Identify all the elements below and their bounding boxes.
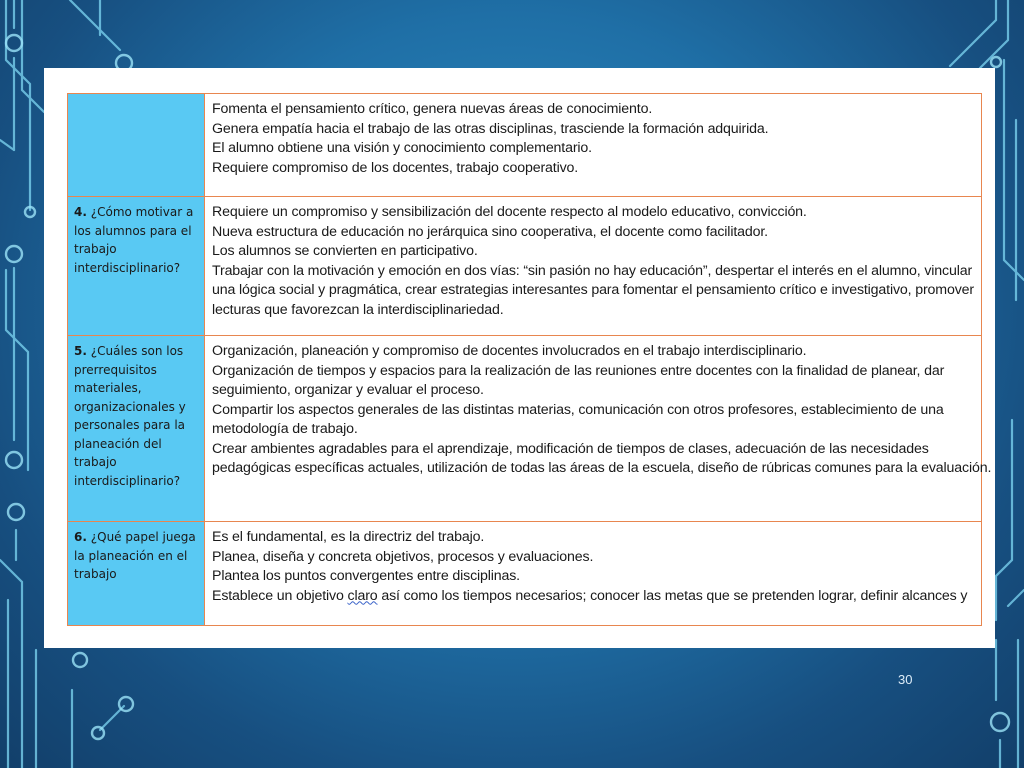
answer-line: Genera empatía hacia el trabajo de las otras disciplinas, trasciende la formación adquirida.: [212, 120, 769, 137]
answer-line: seguimiento, organizar y evaluar el proceso.: [212, 382, 484, 398]
table-row: [68, 197, 982, 336]
answer-line: Requiere compromiso de los docentes, trabajo cooperativo.: [212, 159, 579, 176]
answer-line: El alumno obtiene una visión y conocimiento complementario.: [212, 140, 592, 156]
question-number: 5.: [74, 344, 87, 358]
question-number: 6.: [74, 530, 87, 544]
answer-line: Trabajar con la motivación y emoción en dos vías: “sin pasión no hay educación”, despertar el interés en el alumno, vincular: [212, 262, 973, 279]
answer-cell: [205, 197, 982, 336]
answer-text-segment: así como los tiempos necesarios; conocer las metas que se pretenden lograr, definir alcances y: [377, 587, 968, 604]
content-table: [67, 93, 992, 626]
question-cell: [68, 336, 205, 522]
slide-page-number: 30: [898, 672, 913, 687]
answer-line: Es el fundamental, es la directriz del trabajo.: [212, 529, 485, 545]
question-cell: [68, 522, 205, 626]
answer-line: Nueva estructura de educación no jerárquica sino cooperativa, el docente como facilitador.: [212, 223, 768, 240]
question-text: ¿Qué papel juega la planeación en el trabajo: [74, 530, 196, 581]
answer-line-last: [212, 587, 975, 607]
answer-cell: [205, 522, 982, 626]
answer-line: pedagógicas específicas actuales, utilización de todas las áreas de la escuela, diseño de rúbricas comunes para la evaluación.: [212, 460, 992, 476]
question-text: ¿Cuáles son los prerrequisitos materiales, organizacionales y personales para la planeación del trabajo interdisciplinario?: [74, 344, 186, 488]
answer-cell: [205, 94, 982, 197]
answer-line: Compartir los aspectos generales de las distintas materias, comunicación con otros profesores, establecimiento de una: [212, 401, 944, 418]
answer-line: Planea, diseña y concreta objetivos, procesos y evaluaciones.: [212, 548, 594, 565]
answer-line: Requiere un compromiso y sensibilización del docente respecto al modelo educativo, convicción.: [212, 204, 807, 220]
answer-line: Crear ambientes agradables para el aprendizaje, modificación de tiempos de clases, adecuación de las necesidades: [212, 440, 929, 457]
table-row: [68, 94, 982, 197]
answer-line: Organización, planeación y compromiso de docentes involucrados en el trabajo interdisciplinario.: [212, 343, 807, 359]
question-cell: [68, 197, 205, 336]
answer-line: Fomenta el pensamiento crítico, genera nuevas áreas de conocimiento.: [212, 101, 653, 117]
answer-line: lecturas que favorezcan la interdisciplinariedad.: [212, 301, 504, 318]
answer-text-segment: Establece un objetivo: [212, 587, 348, 604]
table-row: [68, 522, 982, 626]
table-row: [68, 336, 982, 522]
slide-content-card: [44, 68, 995, 648]
answer-cell: [205, 336, 992, 522]
answer-line: una lógica social y pragmática, crear estrategias interesantes para fomentar el pensamiento crítico e investigativo, promover: [212, 282, 974, 298]
question-number: 4.: [74, 205, 87, 219]
answer-line: Organización de tiempos y espacios para la realización de las reuniones entre docentes con la finalidad de planear, dar: [212, 362, 945, 379]
answer-line: metodología de trabajo.: [212, 421, 358, 437]
question-cell: [68, 94, 205, 197]
answer-line: Plantea los puntos convergentes entre disciplinas.: [212, 568, 520, 584]
answer-line: Los alumnos se convierten en participativo.: [212, 243, 478, 259]
question-text: ¿Cómo motivar a los alumnos para el trabajo interdisciplinario?: [74, 205, 194, 275]
spellcheck-underlined-word: claro: [347, 587, 378, 604]
